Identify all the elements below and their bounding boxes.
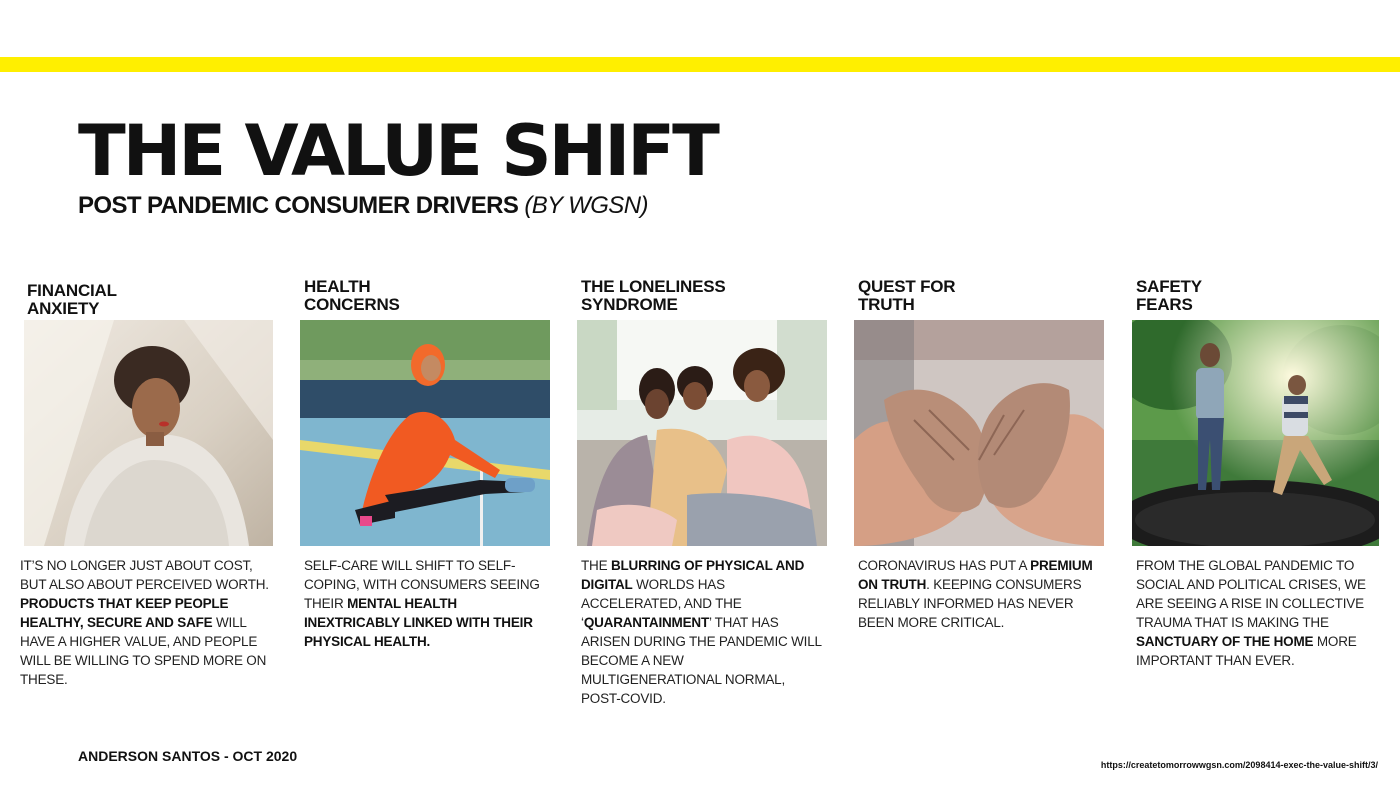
card-quest-for-truth [854, 0, 1114, 720]
card-heading [1136, 278, 1376, 314]
desc-highlight: QUARANTAINMENT [583, 615, 709, 630]
woman-stretching-on-court-photo [300, 320, 550, 546]
holding-hands-photo [854, 320, 1104, 546]
desc-text: SELF-CARE WILL SHIFT TO SELF-COPING, WITH CONSUMERS SEEING THEIR [304, 558, 540, 611]
slide-title: THE VALUE SHIFT [78, 110, 717, 192]
desc-text: MORE IMPORTANT THAN EVER. [1136, 634, 1357, 668]
desc-text: WORLDS HAS ACCELERATED, AND THE ‘ [581, 577, 742, 630]
card-heading-line: FEARS [1136, 295, 1193, 314]
desc-text: IT’S NO LONGER JUST ABOUT COST, BUT ALSO ABOUT PERCEIVED WORTH. [20, 558, 269, 592]
card-loneliness-syndrome [577, 0, 837, 720]
card-heading-line: CONCERNS [304, 295, 400, 314]
father-and-son-trampoline-photo [1132, 320, 1379, 546]
card-description [581, 556, 827, 708]
desc-text: CORONAVIRUS HAS PUT A [858, 558, 1031, 573]
desc-highlight: SANCTUARY OF THE HOME [1136, 634, 1314, 649]
card-heading-line: SYNDROME [581, 295, 678, 314]
card-heading [581, 278, 821, 314]
card-heading-line: SAFETY [1136, 277, 1202, 296]
desc-text: ’ THAT HAS ARISEN DURING THE PANDEMIC WILL BECOME A NEW MULTIGENERATIONAL NORMAL, POST-COVID. [581, 615, 822, 706]
author-credit: ANDERSON SANTOS - OCT 2020 [78, 748, 298, 764]
card-heading [304, 278, 544, 314]
woman-in-sunlight-photo [24, 320, 273, 546]
desc-text: FROM THE GLOBAL PANDEMIC TO SOCIAL AND POLITICAL CRISES, WE ARE SEEING A RISE IN COLLECTIVE TRAUMA THAT IS MAKING THE [1136, 558, 1366, 630]
source-link[interactable]: https://createtomorrowwgsn.com/2098414-exec-the-value-shift/3/ [1100, 760, 1378, 770]
subtitle-source: (BY WGSN) [524, 192, 648, 219]
card-heading [858, 278, 1098, 314]
card-heading-line: HEALTH [304, 277, 371, 296]
desc-text: WILL HAVE A HIGHER VALUE, AND PEOPLE WILL BE WILLING TO SPEND MORE ON THESE. [20, 615, 267, 687]
desc-highlight: PREMIUM ON TRUTH [858, 558, 1093, 592]
card-health-concerns [300, 0, 560, 720]
card-heading-line: QUEST FOR [858, 277, 956, 296]
desc-highlight: PRODUCTS THAT KEEP PEOPLE HEALTHY, SECURE AND SAFE [20, 596, 229, 630]
desc-text: THE [581, 558, 611, 573]
desc-text: . KEEPING CONSUMERS RELIABLY INFORMED HAS NEVER BEEN MORE CRITICAL. [858, 577, 1082, 630]
card-heading-line: ANXIETY [27, 299, 100, 318]
card-safety-fears [1132, 0, 1392, 720]
card-description [858, 556, 1104, 632]
card-heading-line: THE LONELINESS [581, 277, 726, 296]
card-heading-line: FINANCIAL [27, 281, 117, 300]
family-hugging-on-sofa-photo [577, 320, 827, 546]
card-heading-line: TRUTH [858, 295, 915, 314]
card-description [1136, 556, 1376, 670]
subtitle-main: POST PANDEMIC CONSUMER DRIVERS [78, 192, 519, 219]
card-financial-anxiety [20, 0, 280, 720]
desc-highlight: MENTAL HEALTH INEXTRICABLY LINKED WITH THEIR PHYSICAL HEALTH. [304, 596, 533, 649]
card-description [304, 556, 544, 651]
card-description [20, 556, 272, 689]
card-heading [27, 282, 267, 318]
desc-highlight: BLURRING OF PHYSICAL AND DIGITAL [581, 558, 805, 592]
